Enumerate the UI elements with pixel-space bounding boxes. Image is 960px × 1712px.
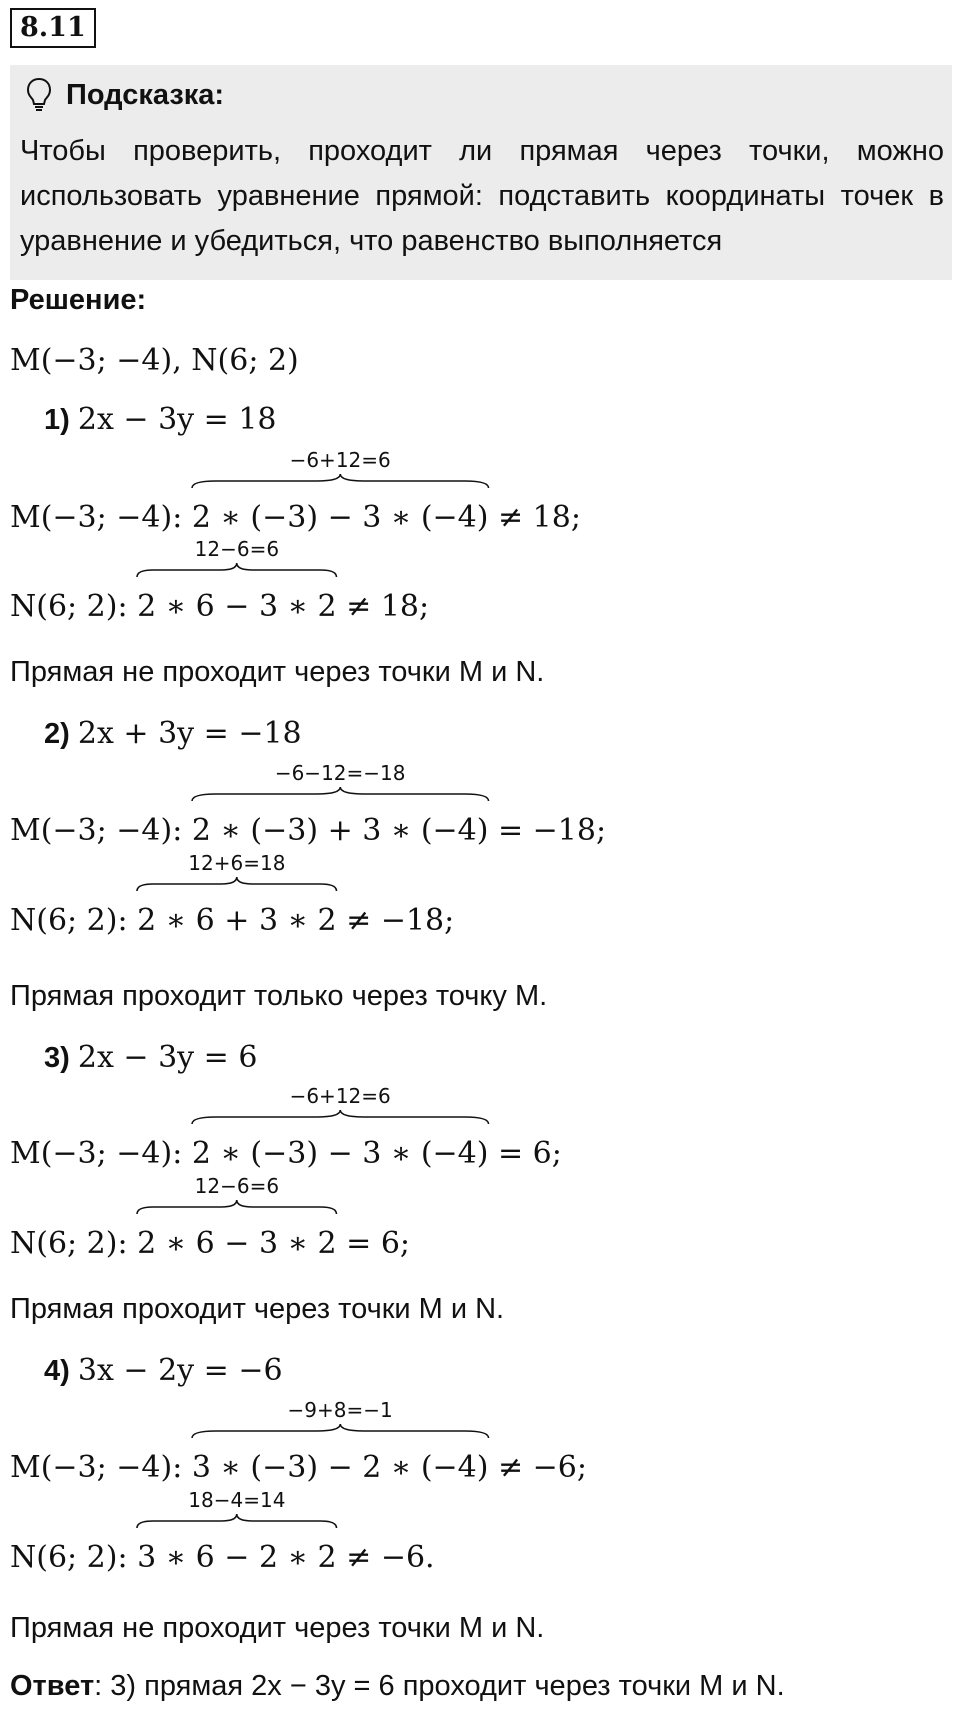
point-m-prefix: M(−3; −4): (10, 813, 192, 848)
result: = 6; (488, 1136, 562, 1171)
part-2-header (44, 716, 302, 751)
expression: 2 ∗ (−3) + 3 ∗ (−4) (191, 813, 489, 848)
expression: 3 ∗ (−3) − 2 ∗ (−4) (191, 1450, 489, 1485)
brace-label: 18−4=14 (188, 1488, 286, 1512)
result: = −18; (488, 813, 607, 848)
brace-label: 12−6=6 (194, 1174, 280, 1198)
result: ≠ −6. (336, 1540, 435, 1575)
expression: 2 ∗ 6 + 3 ∗ 2 (137, 903, 337, 938)
brace-label: 12+6=18 (188, 851, 286, 875)
part-1-conclusion: Прямая не проходит через точки M и N. (10, 656, 545, 688)
hint-title: Подсказка: (66, 78, 225, 111)
expression: 2 ∗ 6 − 3 ∗ 2 (137, 1226, 337, 1261)
brace-label: −6+12=6 (289, 1084, 391, 1108)
result: ≠ 18; (488, 500, 581, 535)
equation: 2x − 3y = 6 (77, 1040, 258, 1075)
part-2-check-n (10, 851, 455, 938)
part-number: 2) (44, 718, 70, 750)
overbrace-group (191, 448, 489, 535)
point-n-prefix: N(6; 2): (10, 1226, 138, 1261)
part-4-conclusion: Прямая не проходит через точки M и N. (10, 1612, 545, 1644)
part-1-check-n (10, 537, 430, 624)
overbrace (192, 1110, 489, 1124)
part-3-check-n (10, 1174, 411, 1261)
problem-number: 8.11 (10, 8, 96, 48)
overbrace (192, 1424, 489, 1438)
overbrace (137, 1200, 336, 1214)
overbrace (192, 787, 489, 801)
overbrace-group (137, 537, 337, 624)
overbrace-group (137, 1488, 337, 1575)
lightbulb-icon (26, 77, 52, 113)
point-m-prefix: M(−3; −4): (10, 1450, 192, 1485)
point-m-prefix: M(−3; −4): (10, 500, 192, 535)
part-2-check-m (10, 761, 607, 848)
points-line: M(−3; −4), N(6; 2) (10, 343, 299, 378)
overbrace (137, 877, 336, 891)
part-3-check-m (10, 1084, 562, 1171)
part-4-header (44, 1353, 283, 1388)
brace-label: −9+8=−1 (287, 1398, 393, 1422)
overbrace-group (137, 851, 337, 938)
overbrace-group (191, 1084, 489, 1171)
hint-box (10, 65, 952, 280)
overbrace (137, 1514, 336, 1528)
part-4-check-n (10, 1488, 435, 1575)
part-3-conclusion: Прямая проходит через точки M и N. (10, 1293, 505, 1325)
overbrace-group (191, 1398, 489, 1485)
expression: 3 ∗ 6 − 2 ∗ 2 (137, 1540, 337, 1575)
result: ≠ 18; (336, 589, 430, 624)
part-number: 1) (44, 404, 70, 436)
point-n-prefix: N(6; 2): (10, 1540, 138, 1575)
equation: 3x − 2y = −6 (77, 1353, 283, 1388)
brace-label: −6+12=6 (289, 448, 391, 472)
brace-label: 12−6=6 (194, 537, 280, 561)
answer-label: Ответ (10, 1670, 95, 1702)
answer-text: : 3) прямая 2x − 3y = 6 проходит через точки M и N. (94, 1670, 785, 1702)
hint-text: Чтобы проверить, проходит ли прямая через точки, можно использовать уравнение прямой: подставить координаты точек в уравнение и убедиться, что равенство выполняется (20, 135, 944, 257)
part-3-header (44, 1040, 257, 1075)
answer-line (10, 1670, 785, 1703)
result: ≠ −6; (488, 1450, 587, 1485)
part-number: 3) (44, 1042, 70, 1074)
part-4-check-m (10, 1398, 587, 1485)
point-n-prefix: N(6; 2): (10, 589, 138, 624)
part-1-check-m (10, 448, 581, 535)
result: ≠ −18; (336, 903, 455, 938)
hint-header (26, 75, 224, 115)
brace-label: −6−12=−18 (274, 761, 406, 785)
equation: 2x + 3y = −18 (77, 716, 302, 751)
overbrace (137, 563, 336, 577)
expression: 2 ∗ (−3) − 3 ∗ (−4) (191, 500, 489, 535)
overbrace-group (137, 1174, 337, 1261)
overbrace-group (191, 761, 489, 848)
part-1-header (44, 402, 277, 437)
part-2-conclusion: Прямая проходит только через точку M. (10, 980, 548, 1012)
result: = 6; (336, 1226, 411, 1261)
part-number: 4) (44, 1355, 70, 1387)
expression: 2 ∗ (−3) − 3 ∗ (−4) (191, 1136, 489, 1171)
solution-label: Решение: (10, 284, 147, 316)
expression: 2 ∗ 6 − 3 ∗ 2 (137, 589, 337, 624)
point-m-prefix: M(−3; −4): (10, 1136, 192, 1171)
point-n-prefix: N(6; 2): (10, 903, 138, 938)
overbrace (192, 474, 489, 488)
equation: 2x − 3y = 18 (77, 402, 277, 437)
